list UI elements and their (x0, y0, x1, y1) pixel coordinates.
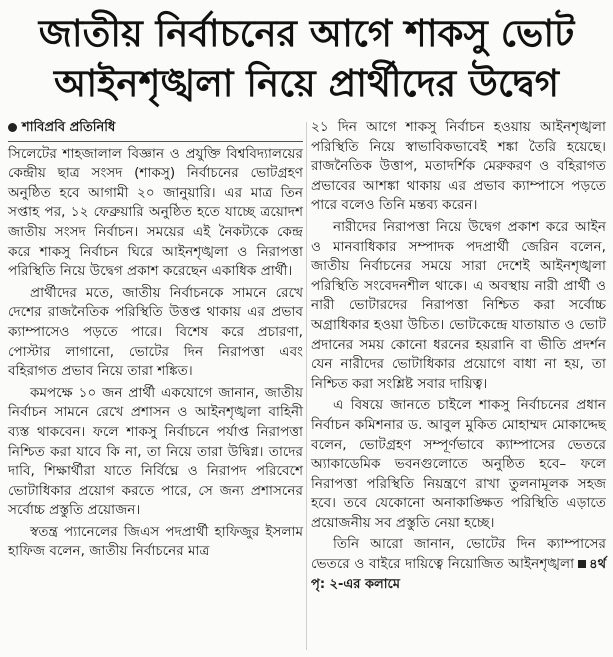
article-column-left (8, 118, 303, 564)
paragraph: স্বতন্ত্র প্যানেলের জিএস পদপ্রার্থী হাফিজুর ইসলাম হাফিজ বলেন, জাতীয় নির্বাচনের মাত্র (8, 523, 303, 560)
paragraph: ২১ দিন আগে শাকসু নির্বাচন হওয়ায় আইনশৃঙ্খলা পরিস্থিতি নিয়ে স্বাভাবিকভাবেই শঙ্কা তৈরি হয়েছে। রাজনৈতিক উত্তাপ, মতাদর্শিক মেরুকরণ ও বহিরাগত প্রভাবের আশঙ্কা থাকায় এর প্রভাব ক্যাম্পাসে পড়তে পারে বলেও তিনি মন্তব্য করেন। (311, 119, 606, 214)
column-divider (306, 122, 307, 650)
paragraph: সিলেটের শাহজালাল বিজ্ঞান ও প্রযুক্তি বিশ্ববিদ্যালয়ের কেন্দ্রীয় ছাত্র সংসদ (শাকসু) নির্বাচনের ভোটগ্রহণ অনুষ্ঠিত হবে আগামী ২০ জানুয়ারি। এর মাত্র তিন সপ্তাহ পর, ১২ ফেব্রুয়ারি অনুষ্ঠিত হতে যাচ্ছে ত্রয়োদশ জাতীয় সংসদ নির্বাচন। সময়ের এই নৈকট্যকে কেন্দ্র করে শাকসু নির্বাচন ঘিরে আইনশৃঙ্খলা ও নিরাপত্তা পরিস্থিতি নিয়ে উদ্বেগ প্রকাশ করেছেন একাধিক প্রার্থী। (8, 145, 303, 280)
paragraph: প্রার্থীদের মতে, জাতীয় নির্বাচনকে সামনে রেখে দেশের রাজনৈতিক পরিস্থিতি উত্তপ্ত থাকায় এর প্রভাব ক্যাম্পাসেও পড়তে পারে। বিশেষ করে প্রচারণা, পোস্টার লাগানো, ভোটের দিন নিরাপত্তা এবং বহিরাগত প্রভাব নিয়ে তারা শঙ্কিত। (8, 284, 303, 380)
continuation-note: ৪র্থ পৃ: ২-এর কলামে (311, 557, 606, 592)
paragraph: কমপক্ষে ১০ জন প্রার্থী একযোগে জানান, জাতীয় নির্বাচন সামনে রেখে প্রশাসন ও আইনশৃঙ্খলা বাহিনী ব্যস্ত থাকবেন। ফলে শাকসু নির্বাচনে পর্যাপ্ত নিরাপত্তা নিশ্চিত করা যাবে কি না, তা নিয়ে তারা উদ্বিগ্ন। তাদের দাবি, শিক্ষার্থীরা যাতে নির্বিঘ্নে ও নিরাপদ পরিবেশে ভোটাধিকার প্রয়োগ করতে পারে, সে জন্য প্রশাসনের সর্বোচ্চ প্রস্তুতি প্রয়োজন। (8, 384, 303, 519)
byline-text: শাবিপ্রবি প্রতিনিধি (22, 120, 116, 135)
paragraph-last (311, 535, 606, 594)
article-column-right (311, 118, 606, 596)
paragraph: নারীদের নিরাপত্তা নিয়ে উদ্বেগ প্রকাশ করে আইন ও মানবাধিকার সম্পাদক পদপ্রার্থী জেরিন বলেন, জাতীয় নির্বাচনের সময়ে সারা দেশেই আইনশৃঙ্খলা পরিস্থিতি সংবেদনশীল থাকে। এ অবস্থায় নারী প্রার্থী ও নারী ভোটারদের নিরাপত্তা নিশ্চিত করা সর্বোচ্চ অগ্রাধিকার হওয়া উচিত। ভোটকেন্দ্রে যাতায়াত ও ভোট প্রদানের সময় কোনো ধরনের হয়রানি বা ভীতি প্রদর্শন যেন নারীদের ভোটাধিকার প্রয়োগে বাধা না হয়, তা নিশ্চিত করা সংশ্লিষ্ট সবার দায়িত্ব। (311, 218, 606, 392)
paragraph: এ বিষয়ে জানতে চাইলে শাকসু নির্বাচনের প্রধান নির্বাচন কমিশনার ড. আবুল মুকিত মোহাম্মদ মোকাদ্দেছ বলেন, ভোটগ্রহণ সম্পূর্ণভাবে ক্যাম্পাসের ভেতরে অ্যাকাডেমিক ভবনগুলোতে অনুষ্ঠিত হবে– ফলে নিরাপত্তা পরিস্থিতি নিয়ন্ত্রণে রাখা তুলনামূলক সহজ হবে। তবে যেকোনো অনাকাঙ্ক্ষিত পরিস্থিতি এড়াতে প্রয়োজনীয় সব প্রস্তুতি নেয়া হচ্ছে। (311, 397, 606, 531)
headline-line-1: জাতীয় নির্বাচনের আগে শাকসু ভোট (38, 12, 575, 55)
paragraph-text: তিনি আরো জানান, ভোটের দিন ক্যাম্পাসের ভেতরে ও বাইরে দায়িত্বে নিয়োজিত আইনশৃঙ্খলা (311, 536, 606, 573)
bullet-icon (8, 123, 17, 132)
byline-rule (8, 141, 303, 142)
square-bullet-icon (578, 560, 586, 568)
headline-line-2: আইনশৃঙ্খলা নিয়ে প্রার্থীদের উদ্বেগ (54, 62, 559, 105)
byline (8, 118, 303, 138)
